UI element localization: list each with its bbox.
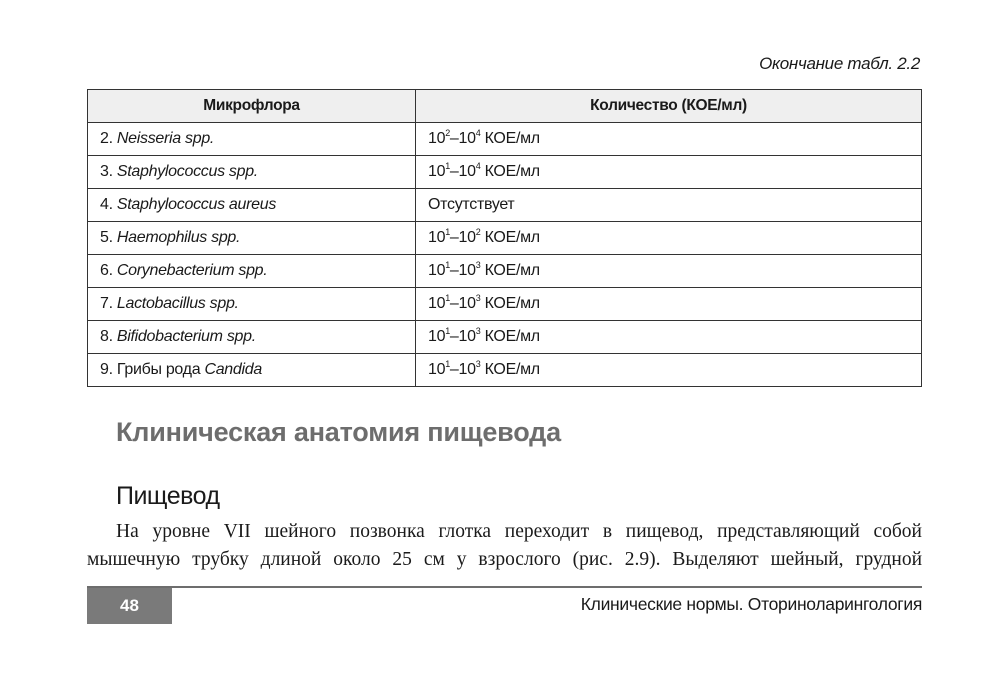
row-number: 2. [100,130,113,147]
quantity-base: 10 [428,130,446,147]
quantity-base: 10 [428,361,446,378]
quantity-unit: КОЕ/мл [480,262,540,279]
row-number: 4. [100,196,113,213]
organism-name: Candida [204,361,262,378]
book-title: Клинические нормы. Оториноларингология [580,594,922,614]
quantity-cell [416,354,922,387]
organism-name: Staphylococcus aureus [116,196,277,213]
quantity-cell [416,189,922,222]
table-row [88,288,922,321]
quantity-exponent-low: 1 [445,160,450,171]
paragraph-line: На уровне VII шейного позвонка глотка переходит в пищевод, представляющий собой [116,521,922,542]
footer-divider [87,586,922,588]
quantity-range: –10 [449,130,476,147]
quantity-cell [416,156,922,189]
quantity-cell [416,288,922,321]
quantity-cell [416,255,922,288]
organism-name: Haemophilus spp. [116,229,241,246]
quantity-exponent-high: 3 [475,325,481,336]
header-quantity: Количество (КОЕ/мл) [416,90,922,123]
microflora-cell [88,321,416,354]
table-row [88,321,922,354]
quantity-base: 10 [428,163,446,180]
row-number: 9. [100,361,113,378]
quantity-range: –10 [449,229,476,246]
subsection-title: Пищевод [116,482,220,510]
quantity-exponent-low: 2 [445,127,450,138]
quantity-range: –10 [449,163,476,180]
paragraph-line: мышечную трубку длиной около 25 см у взрослого (рис. 2.9). Выделяют шейный, грудной [87,549,922,570]
quantity-exponent-high: 2 [475,226,481,237]
quantity-cell [416,222,922,255]
quantity-exponent-low: 1 [445,325,450,336]
quantity-base: 10 [428,229,446,246]
microflora-cell [88,156,416,189]
quantity-exponent-low: 1 [445,259,450,270]
table-body [88,123,922,387]
organism-name: Bifidobacterium spp. [116,328,256,345]
organism-name: Corynebacterium spp. [116,262,268,279]
organism-name: Lactobacillus spp. [116,295,239,312]
quantity-range: –10 [449,262,476,279]
quantity-exponent-high: 4 [475,160,481,171]
quantity-range: –10 [449,295,476,312]
page-number: 48 [87,588,172,624]
quantity-cell [416,123,922,156]
quantity-unit: КОЕ/мл [480,163,540,180]
quantity-range: –10 [449,328,476,345]
body-paragraph [87,518,922,574]
quantity-base: 10 [428,262,446,279]
row-number: 5. [100,229,113,246]
quantity-exponent-high: 4 [475,127,481,138]
row-number: 6. [100,262,113,279]
quantity-exponent-low: 1 [445,292,450,303]
table-header-row [88,90,922,123]
table-row [88,123,922,156]
quantity-exponent-low: 1 [445,226,450,237]
organism-name: Neisseria spp. [116,130,215,147]
table-row [88,189,922,222]
quantity-exponent-high: 3 [475,292,481,303]
organism-name-plain: Грибы рода [116,361,205,378]
quantity-unit: КОЕ/мл [480,328,540,345]
quantity-unit: КОЕ/мл [480,361,540,378]
organism-name: Staphylococcus spp. [116,163,258,180]
row-number: 3. [100,163,113,180]
microflora-cell [88,288,416,321]
table-caption: Окончание табл. 2.2 [759,54,920,73]
header-microflora: Микрофлора [88,90,416,123]
quantity-unit: КОЕ/мл [480,229,540,246]
microflora-cell [88,189,416,222]
quantity-cell [416,321,922,354]
table-row [88,156,922,189]
quantity-exponent-high: 3 [475,259,481,270]
table-row [88,222,922,255]
quantity-text: Отсутствует [428,196,515,213]
microflora-cell [88,123,416,156]
quantity-base: 10 [428,328,446,345]
table-row [88,255,922,288]
quantity-range: –10 [449,361,476,378]
microflora-cell [88,354,416,387]
quantity-base: 10 [428,295,446,312]
quantity-exponent-high: 3 [475,358,481,369]
microflora-cell [88,255,416,288]
table-row [88,354,922,387]
quantity-unit: КОЕ/мл [480,130,540,147]
quantity-unit: КОЕ/мл [480,295,540,312]
row-number: 8. [100,328,113,345]
row-number: 7. [100,295,113,312]
microflora-table [87,89,922,387]
quantity-exponent-low: 1 [445,358,450,369]
section-title: Клиническая анатомия пищевода [116,417,561,447]
microflora-cell [88,222,416,255]
